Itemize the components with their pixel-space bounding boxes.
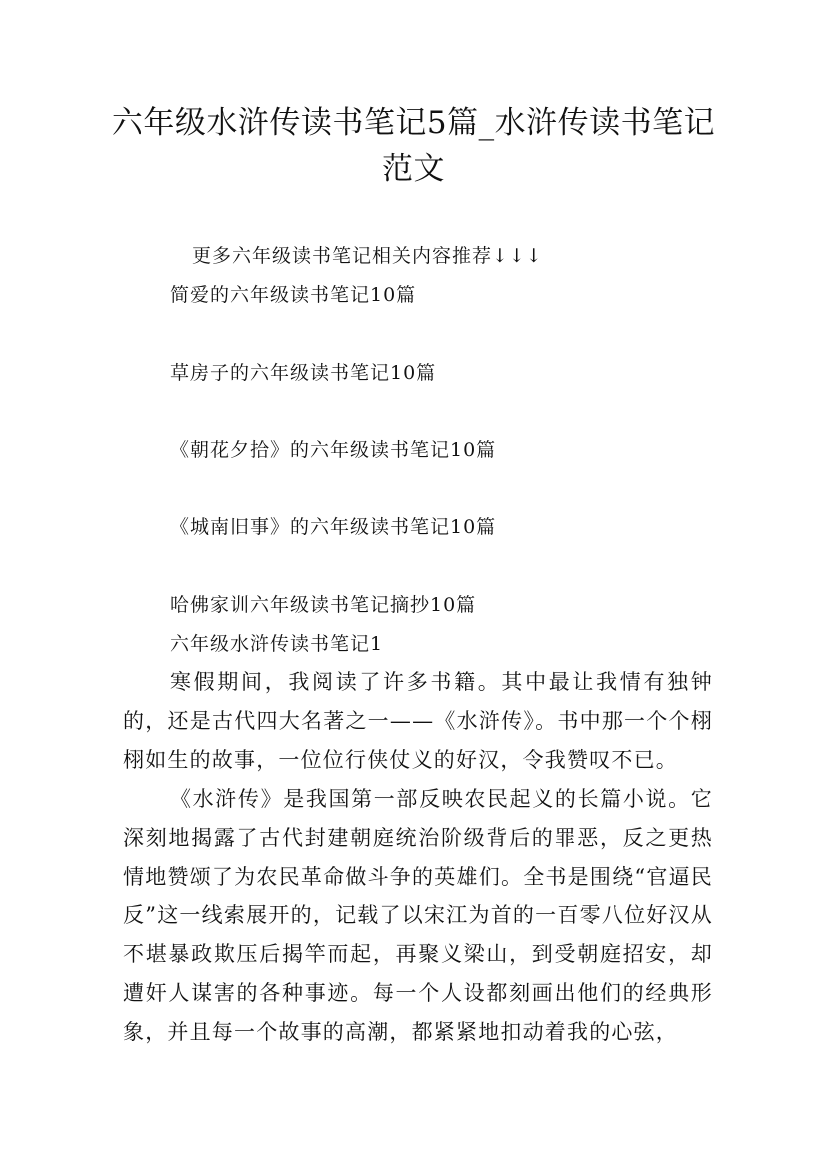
section-heading: 六年级水浒传读书笔记1 <box>170 633 384 655</box>
recommend-link-harvard-family[interactable]: 哈佛家训六年级读书笔记摘抄10篇 <box>170 594 477 616</box>
recommend-link-jane-eyre[interactable]: 简爱的六年级读书笔记10篇 <box>170 284 417 306</box>
recommend-link-grass-house[interactable]: 草房子的六年级读书笔记10篇 <box>170 362 437 384</box>
paragraph-2: 《水浒传》是我国第一部反映农民起义的长篇小说。它深刻地揭露了古代封建朝庭统治阶级背后的罪恶，反之更热情地赞颂了为农民革命做斗争的英雄们。全书是围绕“官逼民反”这一线索展开的，记载了以宋江为首的一百零八位好汉从不堪暴政欺压后揭竿而起，再聚义梁山，到受朝庭招安，却遭奸人谋害的各种事迹。每一个人设都刻画出他们的经典形象，并且每一个故事的高潮，都紧紧地扣动着我的心弦， <box>123 787 713 1044</box>
recommend-header: 更多六年级读书笔记相关内容推荐↓↓↓ <box>192 245 543 267</box>
document-title: 六年级水浒传读书笔记5篇_水浒传读书笔记范文 <box>111 105 716 187</box>
recommend-link-morning-flowers[interactable]: 《朝花夕拾》的六年级读书笔记10篇 <box>170 439 497 461</box>
paragraph-1: 寒假期间，我阅读了许多书籍。其中最让我情有独钟的，还是古代四大名著之一——《水浒传》。书中那一个个栩栩如生的故事，一位位行侠仗义的好汉，令我赞叹不已。 <box>123 670 713 772</box>
recommend-link-old-beijing[interactable]: 《城南旧事》的六年级读书笔记10篇 <box>170 516 497 538</box>
